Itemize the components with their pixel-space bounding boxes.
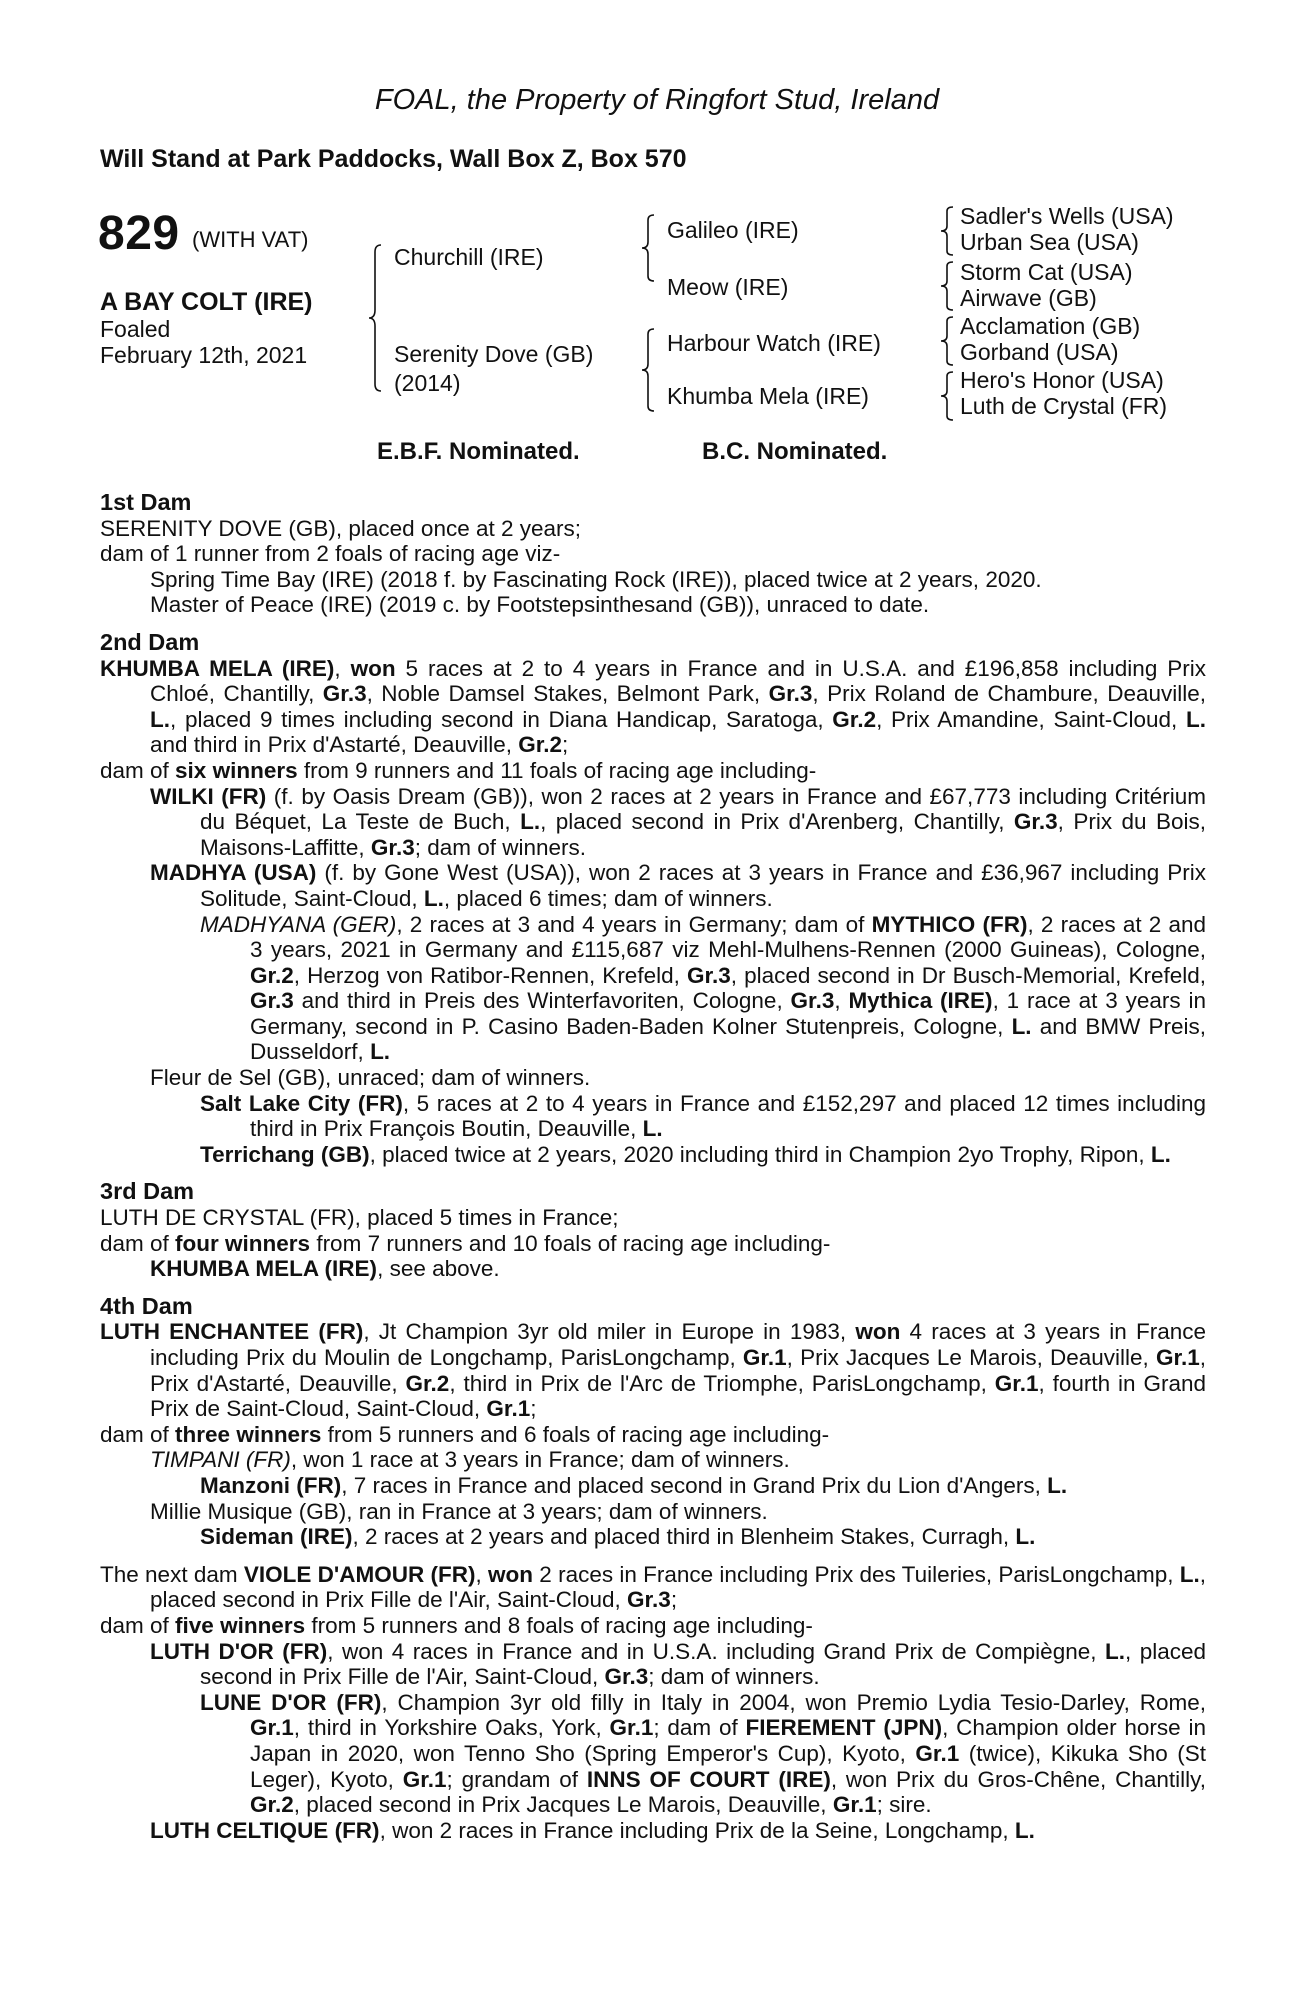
pedigree-gen3-6: Gorband (USA): [960, 339, 1119, 365]
dam-line: SERENITY DOVE (GB), placed once at 2 years;: [100, 515, 582, 541]
produce-entry: LUTH D'OR (FR), won 4 races in France and in U.S.A. including Grand Prix de Compiègne, L., placed second in Prix Fille de l'Air, Saint-Cloud, Gr.3; dam of winners.: [150, 1638, 1206, 1690]
pedigree-gen3-1: Sadler's Wells (USA): [960, 203, 1174, 229]
produce-entry: Millie Musique (GB), ran in France at 3 years; dam of winners.: [150, 1498, 768, 1524]
produce-summary: dam of five winners from 5 runners and 8 foals of racing age including-: [100, 1612, 813, 1638]
pedigree-brace-galileo: [940, 206, 954, 256]
pedigree-gen3-3: Storm Cat (USA): [960, 259, 1133, 285]
pedigree-brace-dam-line: [641, 328, 655, 412]
produce-entry: Sideman (IRE), 2 races at 2 years and placed third in Blenheim Stakes, Curragh, L.: [200, 1524, 1036, 1550]
produce-entry: LUNE D'OR (FR), Champion 3yr old filly in Italy in 2004, won Premio Lydia Tesio-Darley, Rome, Gr.1, third in Yorkshire Oaks, York, Gr.1; dam of FIEREMENT (JPN), Champion older horse in Japan in 2020, won Tenno Sho (Spring Emperor's Cup), Kyoto, Gr.1 (twice), Kikuka Sho (St Leger), Kyoto, Gr.1; grandam of INNS OF COURT (IRE), won Prix du Gros-Chêne, Chantilly, Gr.2, placed second in Prix Jacques Le Marois, Deauville, Gr.1; sire.: [200, 1689, 1206, 1818]
second-dam-section: [100, 630, 1206, 1167]
pedigree-brace-sire-dam: [368, 244, 382, 392]
foaled-label: Foaled: [100, 316, 171, 342]
pedigree-dam-dam: Khumba Mela (IRE): [667, 383, 869, 409]
dam-pages: [100, 490, 1206, 1843]
dam-line: KHUMBA MELA (IRE), won 5 races at 2 to 4 years in France and in U.S.A. and £196,858 including Prix Chloé, Chantilly, Gr.3, Noble Damsel Stakes, Belmont Park, Gr.3, Prix Roland de Chambure, Deauville, L., placed 9 times including second in Diana Handicap, Saratoga, Gr.2, Prix Amandine, Saint-Cloud, L. and third in Prix d'Astarté, Deauville, Gr.2;: [100, 655, 1207, 758]
produce-entry: KHUMBA MELA (IRE), see above.: [150, 1256, 500, 1282]
produce-summary: dam of three winners from 5 runners and 6 foals of racing age including-: [100, 1421, 830, 1447]
pedigree-sire-dam: Meow (IRE): [667, 274, 789, 300]
produce-entry: LUTH CELTIQUE (FR), won 2 races in France including Prix de la Seine, Longchamp, L.: [150, 1817, 1035, 1843]
fourth-dam-section: [100, 1294, 1206, 1550]
section-heading: 3rd Dam: [100, 1178, 195, 1205]
produce-entry: WILKI (FR) (f. by Oasis Dream (GB)), won 2 races at 2 years in France and £67,773 including Critérium du Béquet, La Teste de Buch, L., placed second in Prix d'Arenberg, Chantilly, Gr.3, Prix du Bois, Maisons-Laffitte, Gr.3; dam of winners.: [150, 783, 1206, 860]
dam-line: The next dam VIOLE D'AMOUR (FR), won 2 races in France including Prix des Tuileries, ParisLongchamp, L., placed second in Prix Fille de l'Air, Saint-Cloud, Gr.3;: [100, 1561, 1206, 1613]
section-heading: 1st Dam: [100, 489, 192, 515]
ebf-nomination: E.B.F. Nominated.: [377, 438, 580, 465]
bc-nomination: B.C. Nominated.: [702, 438, 888, 465]
produce-entry: Spring Time Bay (IRE) (2018 f. by Fascinating Rock (IRE)), placed twice at 2 years, 2020.: [150, 566, 1042, 592]
foaled-info: [100, 316, 307, 368]
vat-note: (WITH VAT): [192, 227, 309, 252]
pedigree-gen3-4: Airwave (GB): [960, 285, 1097, 311]
produce-summary: dam of six winners from 9 runners and 11 foals of racing age including-: [100, 757, 817, 783]
pedigree-sire-sire: Galileo (IRE): [667, 217, 799, 243]
pedigree-dam-sire: Harbour Watch (IRE): [667, 330, 881, 356]
pedigree-gen3-2: Urban Sea (USA): [960, 229, 1139, 255]
first-dam-section: [100, 490, 1206, 618]
pedigree-dam: Serenity Dove (GB): [394, 341, 594, 367]
produce-entry: TIMPANI (FR), won 1 race at 3 years in France; dam of winners.: [150, 1447, 790, 1473]
produce-summary: dam of 1 runner from 2 foals of racing age viz-: [100, 541, 561, 567]
produce-entry: Terrichang (GB), placed twice at 2 years, 2020 including third in Champion 2yo Trophy, Ripon, L.: [200, 1141, 1171, 1167]
dam-line: LUTH DE CRYSTAL (FR), placed 5 times in France;: [100, 1205, 619, 1231]
pedigree-gen3-8: Luth de Crystal (FR): [960, 393, 1168, 419]
produce-entry: MADHYANA (GER), 2 races at 3 and 4 years in Germany; dam of MYTHICO (FR), 2 races at 2 and 3 years, 2021 in Germany and £115,687 viz Mehl-Mulhens-Rennen (2000 Guineas), Cologne, Gr.2, Herzog von Ratibor-Rennen, Krefeld, Gr.3, placed second in Dr Busch-Memorial, Krefeld, Gr.3 and third in Preis des Winterfavoriten, Cologne, Gr.3, Mythica (IRE), 1 race at 3 years in Germany, second in P. Casino Baden-Baden Kolner Stutenpreis, Cologne, L. and BMW Preis, Dusseldorf, L.: [200, 911, 1207, 1065]
pedigree-brace-khumba-mela: [940, 371, 954, 421]
produce-summary: dam of four winners from 7 runners and 10 foals of racing age including-: [100, 1230, 831, 1256]
pedigree-dam-year: (2014): [394, 370, 461, 396]
pedigree-gen3-5: Acclamation (GB): [960, 313, 1141, 339]
pedigree-brace-sire-line: [641, 214, 655, 282]
pedigree-gen3-7: Hero's Honor (USA): [960, 367, 1164, 393]
section-heading: 4th Dam: [100, 1292, 193, 1319]
foaled-date: February 12th, 2021: [100, 342, 308, 368]
pedigree-brace-harbour-watch: [940, 316, 954, 366]
produce-entry: Master of Peace (IRE) (2019 c. by Footstepsinthesand (GB)), unraced to date.: [150, 592, 930, 618]
produce-entry: Manzoni (FR), 7 races in France and placed second in Grand Prix du Lion d'Angers, L.: [200, 1472, 1068, 1498]
dam-line: LUTH ENCHANTEE (FR), Jt Champion 3yr old miler in Europe in 1983, won 4 races at 3 years in France including Prix du Moulin de Longchamp, ParisLongchamp, Gr.1, Prix Jacques Le Marois, Deauville, Gr.1, Prix d'Astarté, Deauville, Gr.2, third in Prix de l'Arc de Triomphe, ParisLongchamp, Gr.1, fourth in Grand Prix de Saint-Cloud, Saint-Cloud, Gr.1;: [100, 1319, 1207, 1422]
pedigree-sire: Churchill (IRE): [394, 244, 544, 270]
pedigree-brace-meow: [940, 261, 954, 311]
third-dam-section: [100, 1179, 1206, 1281]
section-heading: 2nd Dam: [100, 628, 200, 655]
produce-entry: Salt Lake City (FR), 5 races at 2 to 4 years in France and £152,297 and placed 12 times including third in Prix François Boutin, Deauville, L.: [200, 1090, 1206, 1142]
lot-description: A BAY COLT (IRE): [100, 288, 313, 316]
produce-entry: MADHYA (USA) (f. by Gone West (USA)), won 2 races at 3 years in France and £36,967 including Prix Solitude, Saint-Cloud, L., placed 6 times; dam of winners.: [150, 860, 1206, 911]
next-dam-section: [100, 1562, 1206, 1844]
lot-number: 829: [98, 207, 180, 260]
produce-entry: Fleur de Sel (GB), unraced; dam of winners.: [150, 1065, 591, 1091]
page-title: FOAL, the Property of Ringfort Stud, Ireland: [374, 84, 940, 116]
stand-location: Will Stand at Park Paddocks, Wall Box Z, Box 570: [100, 145, 687, 173]
